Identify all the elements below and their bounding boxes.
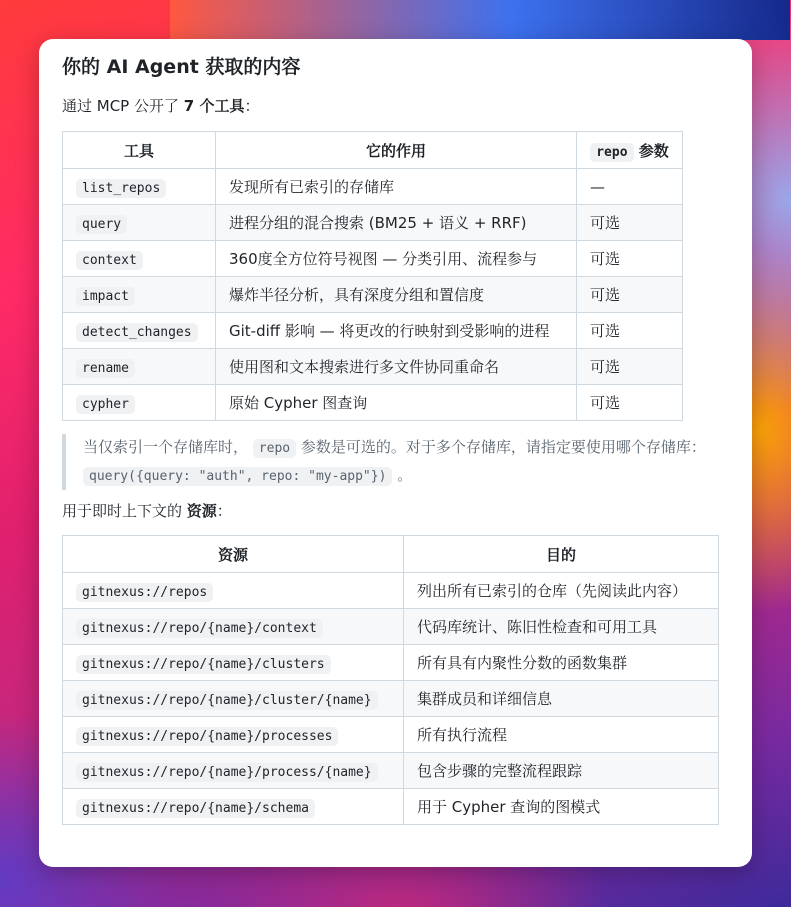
tool-cell xyxy=(63,349,216,385)
resources-intro xyxy=(62,500,730,522)
repo-cell: — xyxy=(577,169,683,205)
purpose-cell: 360度全方位符号视图 — 分类引用、流程参与 xyxy=(216,241,577,277)
tool-cell xyxy=(63,385,216,421)
tool-name: detect_changes xyxy=(76,323,198,342)
purpose-cell: 代码库统计、陈旧性检查和可用工具 xyxy=(404,609,719,645)
section-heading: 你的 AI Agent 获取的内容 xyxy=(62,56,301,78)
resource-cell xyxy=(63,753,404,789)
note-blockquote xyxy=(62,434,730,490)
tools-intro xyxy=(62,95,730,117)
note-code-repo: repo xyxy=(253,439,296,458)
header-repo-param xyxy=(577,132,683,169)
tool-name: rename xyxy=(76,359,135,378)
purpose-cell: 用于 Cypher 查询的图模式 xyxy=(404,789,719,825)
purpose-cell: 所有具有内聚性分数的函数集群 xyxy=(404,645,719,681)
purpose-cell: 列出所有已索引的仓库（先阅读此内容） xyxy=(404,573,719,609)
tool-cell xyxy=(63,205,216,241)
tools-intro-prefix: 通过 MCP 公开了 xyxy=(62,97,184,115)
resource-cell xyxy=(63,789,404,825)
resource-uri: gitnexus://repo/{name}/clusters xyxy=(76,655,331,674)
table-row xyxy=(63,205,683,241)
note-text-2: 参数是可选的。对于多个存储库，请指定要使用哪个存储库： xyxy=(296,438,706,456)
table-row xyxy=(63,753,719,789)
header-purpose: 目的 xyxy=(404,536,719,573)
repo-cell: 可选 xyxy=(577,385,683,421)
resources-intro-prefix: 用于即时上下文的 xyxy=(62,502,187,520)
tool-name: context xyxy=(76,251,143,270)
purpose-cell: 发现所有已索引的存储库 xyxy=(216,169,577,205)
repo-cell: 可选 xyxy=(577,349,683,385)
table-row xyxy=(63,277,683,313)
resources-intro-bold: 资源 xyxy=(186,502,217,520)
table-row xyxy=(63,349,683,385)
header-repo-suffix: 参数 xyxy=(633,141,669,160)
table-row xyxy=(63,573,719,609)
resource-uri: gitnexus://repo/{name}/cluster/{name} xyxy=(76,691,378,710)
table-row xyxy=(63,681,719,717)
content-card xyxy=(39,39,752,867)
tool-cell xyxy=(63,277,216,313)
resources-intro-suffix: ： xyxy=(216,502,232,520)
repo-cell: 可选 xyxy=(577,205,683,241)
resource-cell xyxy=(63,681,404,717)
tool-name: list_repos xyxy=(76,179,166,198)
purpose-cell: 集群成员和详细信息 xyxy=(404,681,719,717)
table-row xyxy=(63,789,719,825)
resource-uri: gitnexus://repo/{name}/processes xyxy=(76,727,338,746)
table-row xyxy=(63,169,683,205)
resources-table xyxy=(62,535,719,825)
purpose-cell: 使用图和文本搜索进行多文件协同重命名 xyxy=(216,349,577,385)
resource-cell xyxy=(63,573,404,609)
table-row xyxy=(63,385,683,421)
table-header-row xyxy=(63,132,683,169)
tool-cell xyxy=(63,313,216,349)
resource-uri: gitnexus://repo/{name}/process/{name} xyxy=(76,763,378,782)
note-code-example: query({query: "auth", repo: "my-app"}) xyxy=(83,467,392,486)
header-resource: 资源 xyxy=(63,536,404,573)
table-row xyxy=(63,313,683,349)
wallpaper-highlight xyxy=(170,0,790,40)
purpose-cell: 进程分组的混合搜索 (BM25 + 语义 + RRF) xyxy=(216,205,577,241)
purpose-cell: Git-diff 影响 — 将更改的行映射到受影响的进程 xyxy=(216,313,577,349)
repo-cell: 可选 xyxy=(577,277,683,313)
purpose-cell: 原始 Cypher 图查询 xyxy=(216,385,577,421)
resource-cell xyxy=(63,717,404,753)
note-text-3: 。 xyxy=(392,466,413,484)
purpose-cell: 包含步骤的完整流程跟踪 xyxy=(404,753,719,789)
resource-cell xyxy=(63,645,404,681)
resource-uri: gitnexus://repos xyxy=(76,583,213,602)
resource-uri: gitnexus://repo/{name}/context xyxy=(76,619,323,638)
header-tool: 工具 xyxy=(63,132,216,169)
tool-name: query xyxy=(76,215,127,234)
tools-table xyxy=(62,131,683,421)
repo-code: repo xyxy=(590,143,633,162)
tools-intro-bold: 7 个工具 xyxy=(183,97,245,115)
purpose-cell: 所有执行流程 xyxy=(404,717,719,753)
tool-name: cypher xyxy=(76,395,135,414)
table-row xyxy=(63,241,683,277)
resource-uri: gitnexus://repo/{name}/schema xyxy=(76,799,315,818)
table-row xyxy=(63,717,719,753)
table-row xyxy=(63,645,719,681)
tool-name: impact xyxy=(76,287,135,306)
tools-intro-suffix: ： xyxy=(244,97,260,115)
tool-cell xyxy=(63,241,216,277)
header-purpose: 它的作用 xyxy=(216,132,577,169)
tool-cell xyxy=(63,169,216,205)
note-text-1: 当仅索引一个存储库时， xyxy=(83,438,249,456)
table-header-row xyxy=(63,536,719,573)
resource-cell xyxy=(63,609,404,645)
table-row xyxy=(63,609,719,645)
repo-cell: 可选 xyxy=(577,241,683,277)
repo-cell: 可选 xyxy=(577,313,683,349)
purpose-cell: 爆炸半径分析，具有深度分组和置信度 xyxy=(216,277,577,313)
